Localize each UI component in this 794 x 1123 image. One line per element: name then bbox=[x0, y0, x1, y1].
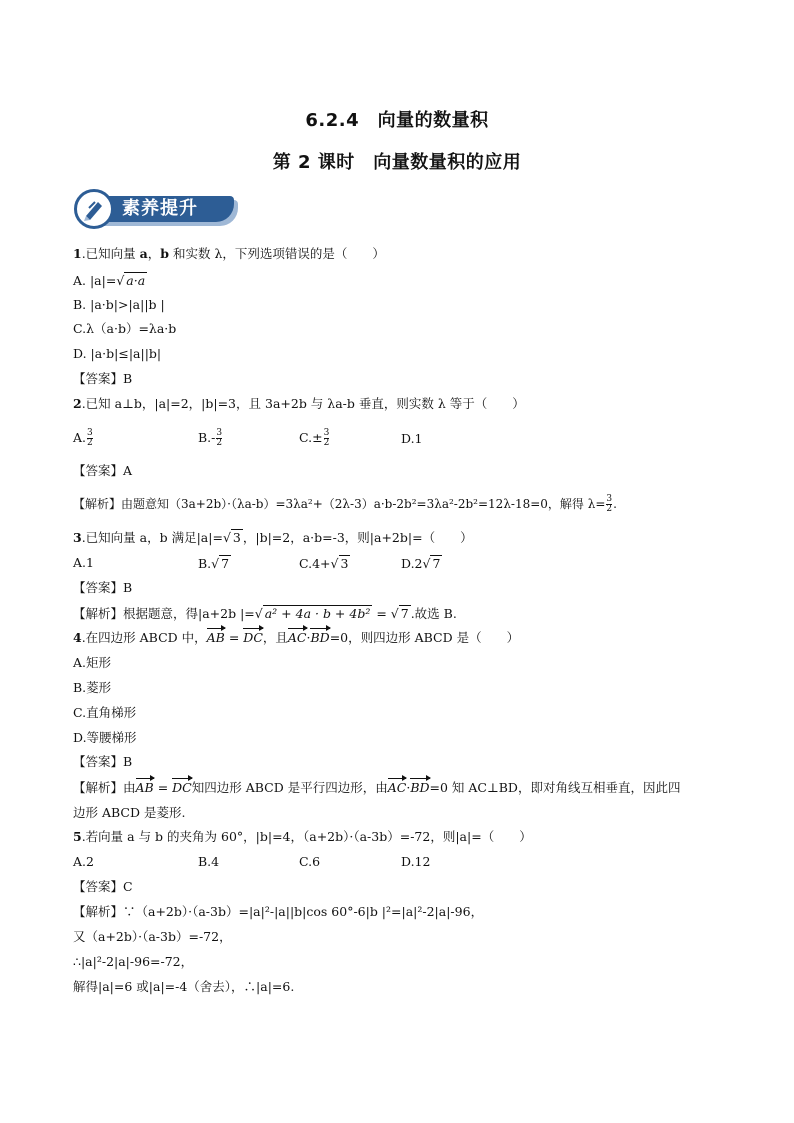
q2-option-d: D.1 bbox=[401, 431, 423, 446]
q1-option-b: B. |a·b|>|a||b | bbox=[73, 297, 165, 312]
q5-answer: 【答案】C bbox=[73, 879, 133, 894]
q1-option-c: C.λ（a·b）=λa·b bbox=[73, 321, 177, 336]
q4-option-b: B.菱形 bbox=[73, 680, 112, 695]
q3-option-a: A.1 bbox=[73, 555, 94, 570]
banner-label: 素养提升 bbox=[122, 198, 198, 219]
q1-option-d: D. |a·b|≤|a||b| bbox=[73, 346, 162, 361]
q4-option-c: C.直角梯形 bbox=[73, 705, 137, 720]
q5-option-a: A.2 bbox=[73, 854, 94, 869]
q3-stem: 3.已知向量 a，b 满足|a|=√ 3 ，|b|=2，a·b=-3，则|a+2b|=（ ） bbox=[73, 530, 473, 545]
q5-analysis-line4: 解得|a|=6 或|a|=-4（舍去），∴|a|=6. bbox=[73, 979, 295, 994]
q5-option-d: D.12 bbox=[401, 854, 431, 869]
q2-stem: 2.已知 a⊥b，|a|=2，|b|=3，且 3a+2b 与 λa-b 垂直，则实数 λ 等于（ ） bbox=[73, 396, 525, 411]
q5-analysis-line1: 【解析】∵（a+2b）·（a-3b）=|a|²-|a||b|cos 60°-6|b |²=|a|²-2|a|-96， bbox=[73, 904, 484, 919]
q1-option-a: A. |a|=√ a·a bbox=[73, 273, 146, 288]
q4-option-d: D.等腰梯形 bbox=[73, 730, 137, 745]
section-title: 6.2.4 向量的数量积 bbox=[305, 110, 489, 131]
q1-answer: 【答案】B bbox=[73, 371, 133, 386]
q5-analysis-line2: 又（a+2b）·（a-3b）=-72， bbox=[73, 929, 232, 944]
q2-option-a: A. $\frac{3}{2}$ bbox=[73, 428, 93, 448]
q3-option-d: D.2√ 7 bbox=[401, 556, 441, 571]
q5-analysis-line3: ∴|a|²-2|a|-96=-72， bbox=[73, 954, 194, 969]
q3-analysis: 【解析】根据题意，得|a+2b |=√ a² + 4a · b + 4b² = √ 7 .故选 B. bbox=[73, 606, 457, 621]
q2-answer: 【答案】A bbox=[73, 463, 133, 478]
pencil-icon bbox=[74, 189, 114, 229]
q5-stem: 5.若向量 a 与 b 的夹角为 60°，|b|=4，（a+2b）·（a-3b）=-72，则|a|=（ ） bbox=[73, 829, 532, 844]
q3-option-c: C.4+√ 3 bbox=[299, 556, 349, 571]
q4-option-a: A.矩形 bbox=[73, 655, 112, 670]
q4-analysis-line2: 边形 ABCD 是菱形. bbox=[73, 805, 186, 820]
q1-stem: 1.已知向量 a，b 和实数 λ，下列选项错误的是（ ） bbox=[73, 246, 385, 261]
q2-analysis: 【解析】由题意知（3a+2b）·（λa-b）=3λa²+（2λ-3）a·b-2b²=3λa²-2b²=12λ-18=0，解得 λ= $\frac{3}{2}$ . bbox=[73, 494, 617, 514]
q5-option-b: B.4 bbox=[198, 854, 220, 869]
q4-answer: 【答案】B bbox=[73, 754, 133, 769]
lesson-title: 第 2 课时 向量数量积的应用 bbox=[272, 152, 522, 173]
section-banner bbox=[74, 188, 236, 230]
q3-option-b: B.√ 7 bbox=[198, 556, 230, 571]
q2-option-c: C.± $\frac{3}{2}$ bbox=[299, 428, 330, 448]
q2-option-b: B.- $\frac{3}{2}$ bbox=[198, 428, 223, 448]
q3-answer: 【答案】B bbox=[73, 580, 133, 595]
q5-option-c: C.6 bbox=[299, 854, 321, 869]
q4-analysis: 【解析】由AB = DC知四边形 ABCD 是平行四边形，由AC·BD=0 知 AC⊥BD，即对角线互相垂直，因此四 bbox=[73, 780, 681, 795]
q4-stem: 4.在四边形 ABCD 中，AB = DC，且AC·BD=0，则四边形 ABCD 是（ ） bbox=[73, 630, 520, 645]
